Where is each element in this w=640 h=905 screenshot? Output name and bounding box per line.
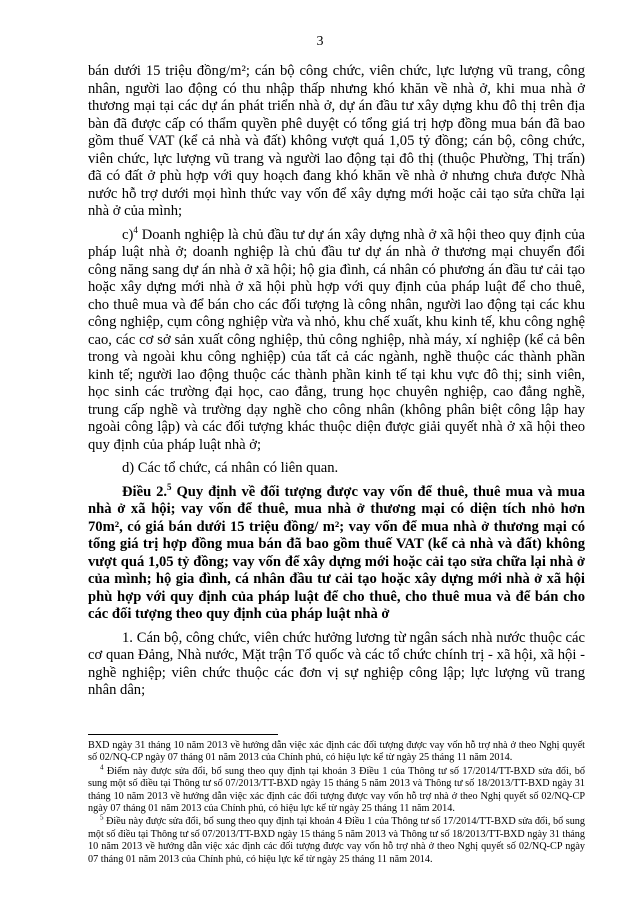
- point-c-prefix: c): [122, 226, 134, 243]
- article-2-prefix: Điều 2.: [122, 483, 168, 500]
- page-number: 3: [316, 34, 324, 49]
- footnote-5: [88, 816, 585, 866]
- paragraph-clause-1: 1. Cán bộ, công chức, viên chức hưởng lương từ ngân sách nhà nước thuộc các cơ quan Đảng, Nhà nước, Mặt trận Tổ quốc và các tổ chức chính trị - xã hội, xã hội - nghề nghiệp; viên chức thuộc các đơn vị sự nghiệp công lập; lực lượng vũ trang nhân dân;: [88, 629, 585, 698]
- paragraph-point-c: [88, 224, 585, 455]
- footnote-4-mark: 4: [100, 763, 104, 772]
- footnotes: [88, 740, 585, 867]
- article-2-heading: [88, 481, 585, 624]
- paragraph-point-d: d) Các tổ chức, cá nhân có liên quan.: [122, 460, 339, 476]
- article-2-title: Quy định về đối tượng được vay vốn để thuê, thuê mua và mua nhà ở xã hội; vay vốn để thuê, mua nhà ở thương mại có diện tích nhỏ hơn 70m², có giá bán dưới 15 triệu đồng/ m²; vay vốn để mua nhà ở thương mại có tổng giá trị hợp đồng mua bán đã bao gồm thuế VAT (kể cả nhà và đất) không vượt quá 1,05 tỷ đồng; vay vốn để xây dựng mới hoặc cải tạo sửa chữa lại nhà ở của mình; hộ gia đình, cá nhân đầu tư cải tạo hoặc xây dựng mới nhà ở xã hội phù hợp với quy định của pháp luật để cho thuê, cho thuê mua và để bán cho các đối tượng theo quy định của pháp luật nhà ở: [88, 483, 585, 622]
- footnote-4-text: Điểm này được sửa đổi, bổ sung theo quy định tại khoản 3 Điều 1 của Thông tư số 17/2014/TT-BXD sửa đổi, bổ sung một số điều tại Thông tư số 07/2013/TT-BXD ngày 15 tháng 5 năm 2013 và Thông tư số 18/2013/TT-BXD ngày 31 tháng 10 năm 2013 về hướng dẫn việc xác định các đối tượng được vay vốn hỗ trợ nhà ở theo Nghị quyết số 02/NQ-CP ngày 07 tháng 01 năm 2013 của Chính phủ, có hiệu lực kể từ ngày 25 tháng 11 năm 2014.: [88, 765, 585, 815]
- footnote-5-text: Điều này được sửa đổi, bổ sung theo quy định tại khoản 4 Điều 1 của Thông tư số 17/2014/TT-BXD sửa đổi, bổ sung một số điều tại Thông tư số 07/2013/TT-BXD ngày 15 tháng 5 năm 2013 và Thông tư số 18/2013/TT-BXD ngày 31 tháng 10 năm 2013 về hướng dẫn việc xác định các đối tượng được vay vốn hỗ trợ nhà ở theo Nghị quyết số 02/NQ-CP ngày 07 tháng 01 năm 2013 của Chính phủ, có hiệu lực kể từ ngày 25 tháng 11 năm 2014.: [88, 816, 585, 865]
- footnote-5-mark: 5: [100, 814, 104, 823]
- point-c-text: Doanh nghiệp là chủ đầu tư dự án xây dựng nhà ở xã hội theo quy định của pháp luật nhà ở; doanh nghiệp là chủ đầu tư dự án nhà ở thương mại chuyển đổi công năng sang dự án nhà ở xã hội; hộ gia đình, cá nhân có phương án đầu tư cải tạo hoặc xây dựng mới nhà ở xã hội phù hợp với quy định của pháp luật để cho thuê, cho thuê mua và để bán cho các đối tượng là công nhân, người lao động tại các khu công nghiệp, cụm công nghiệp vừa và nhỏ, khu chế xuất, khu kinh tế, khu công nghệ cao, các cơ sở sản xuất công nghiệp, thủ công nghiệp, nhà máy, xí nghiệp (kể cả bên trong và ngoài khu công nghiệp) của tất cả các ngành, nghề thuộc các thành phần kinh tế; người lao động thuộc các thành phần kinh tế tại khu vực đô thị; sinh viên, học sinh các trường đại học, cao đẳng, trung học chuyên nghiệp, cao đẳng nghề, trung cấp nghề và trường dạy nghề cho công nhân (không phân biệt công lập hay ngoài công lập) và các đối tượng khác thuộc diện được giải quyết nhà ở xã hội theo quy định của pháp luật nhà ở;: [88, 226, 585, 453]
- footnote-4: [88, 763, 585, 816]
- document-body: [88, 63, 585, 706]
- footnote-divider: [88, 734, 278, 735]
- paragraph-continuation: bán dưới 15 triệu đồng/m²; cán bộ công chức, viên chức, lực lượng vũ trang, công nhân, người lao động có thu nhập thấp nhưng khó khăn về nhà ở, khi mua nhà ở thương mại tại các dự án phát triển nhà ở, dự án đầu tư xây dựng khu đô thị trên địa bàn đã được cấp có thẩm quyền phê duyệt có tổng giá trị hợp đồng mua bán đã bao gồm thuế VAT (kể cả nhà và đất) không vượt quá 1,05 tỷ đồng; cán bộ, công chức, viên chức, lực lượng vũ trang và người lao động tại đô thị (thuộc Phường, Thị trấn) đã có đất ở phù hợp với quy hoạch đang khó khăn về nhà ở nhưng chưa được Nhà nước hỗ trợ dưới mọi hình thức vay vốn để xây dựng mới hoặc cải tạo sửa chữa lại nhà ở của mình;: [88, 63, 585, 219]
- footnote-continuation: BXD ngày 31 tháng 10 năm 2013 về hướng dẫn việc xác định các đối tượng được vay vốn hỗ trợ nhà ở theo Nghị quyết số 02/NQ-CP ngày 07 tháng 01 năm 2013 của Chính phủ, có hiệu lực kể từ ngày 25 tháng 11 năm 2014.: [88, 740, 585, 764]
- footnote-ref-5[interactable]: 5: [167, 481, 172, 492]
- footnote-ref-4[interactable]: 4: [133, 224, 138, 235]
